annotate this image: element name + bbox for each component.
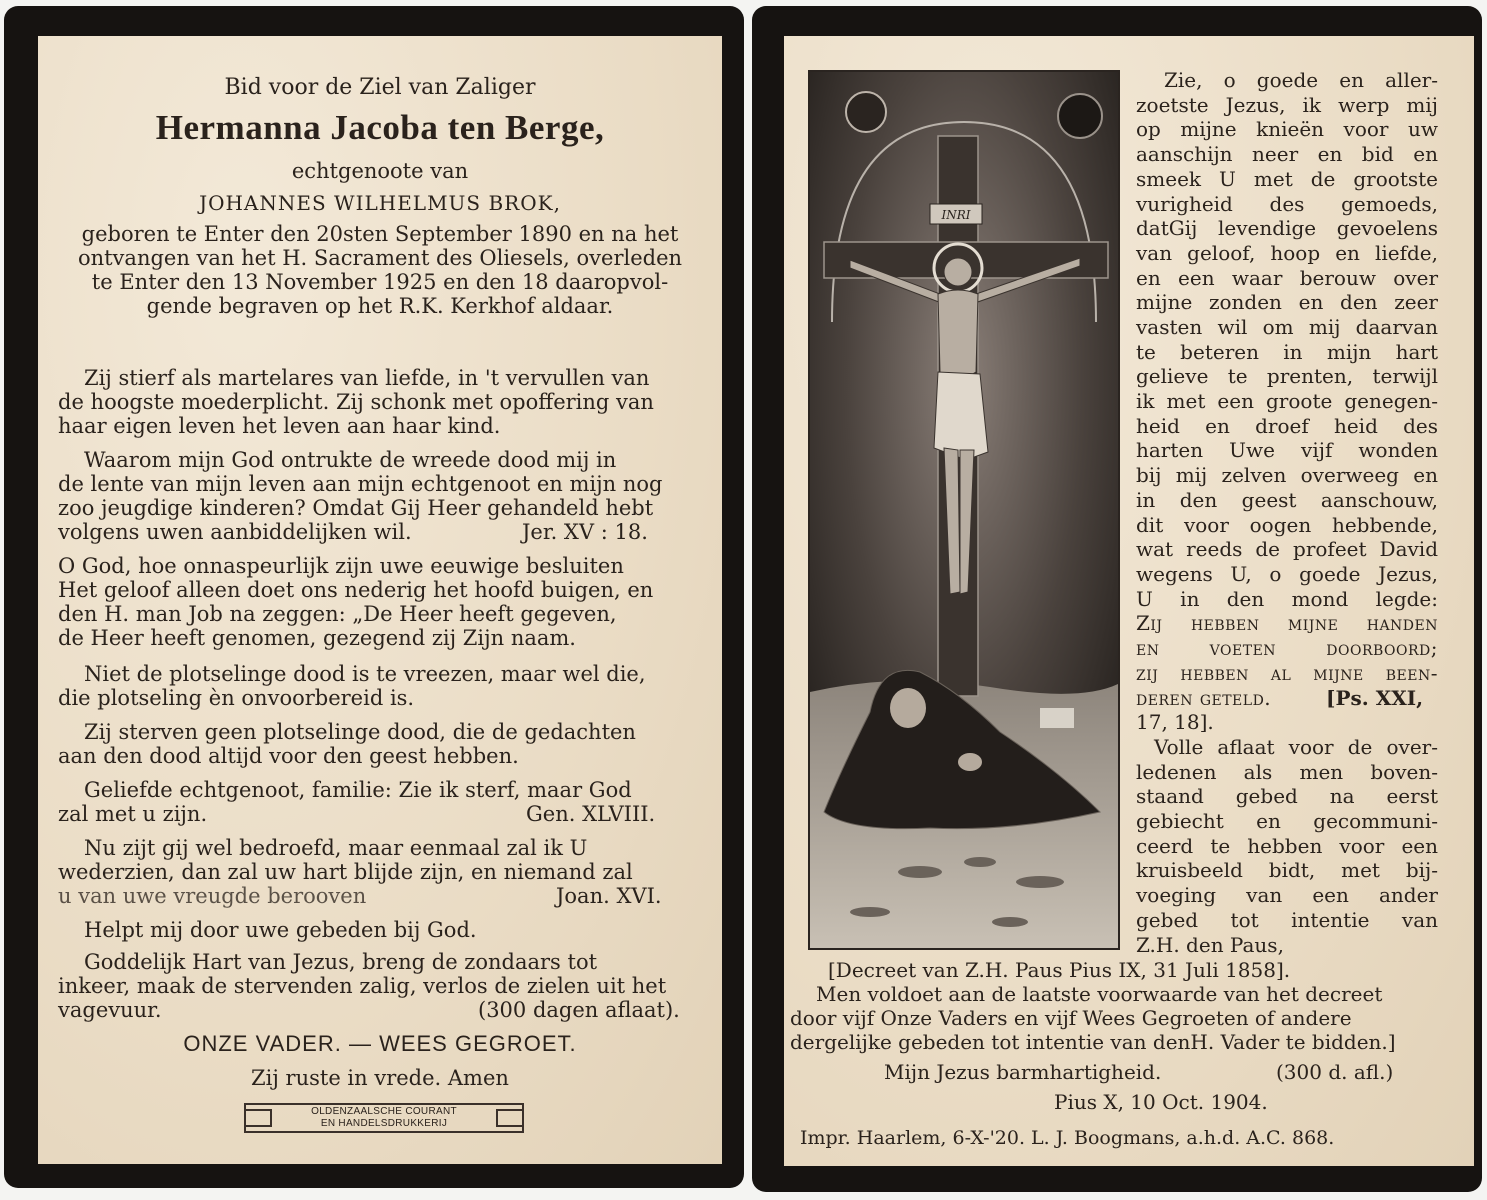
quote-end: deren geteld. — [1136, 686, 1272, 710]
card-left-paper — [38, 36, 722, 1164]
scripture-ref: Jer. XV : 18. — [522, 520, 648, 544]
indulgence-line: staand gebed na eerst — [1136, 784, 1438, 808]
imprint-line: Impr. Haarlem, 6-X-'20. L. J. Boogmans, a.h.d. A.C. 868. — [800, 1127, 1335, 1149]
indulgence-line: gebed tot intentie van — [1136, 908, 1438, 932]
condition-line: Men voldoet aan de laatste voorwaarde van het decreet — [816, 982, 1383, 1006]
logo-frame-right — [496, 1109, 524, 1127]
pius-line: Pius X, 10 Oct. 1904. — [1054, 1090, 1268, 1114]
crucifix-picture — [808, 70, 1120, 950]
moon-icon — [1058, 94, 1102, 138]
para-line: volgens uwen aanbiddelijken wil. — [58, 520, 412, 544]
prayer-line: zij hebben al mijne been- — [1136, 661, 1438, 685]
bio-line: ontvangen van het H. Sacrament des Oliesels, overleden — [77, 246, 683, 270]
indulgence-ref: (300 dagen aflaat). — [478, 998, 680, 1022]
indulgence-line: gebiecht en gecommuni- — [1136, 809, 1438, 833]
prayer-line: heid en droef heid des — [1136, 414, 1438, 438]
scripture-ref: Joan. XVI. — [556, 884, 662, 908]
prayer-line: vurigheid des gemoeds, — [1136, 192, 1438, 216]
para-line: u van uwe vreugde berooven — [58, 884, 367, 908]
card-right-paper — [784, 36, 1474, 1166]
para-line: wederzien, dan zal uw hart blijde zijn, en niemand zal — [58, 860, 633, 884]
sun-icon — [846, 92, 886, 132]
indulgence-line: ceerd te hebben voor een — [1136, 834, 1438, 858]
prayer-line: Zij hebben mijne handen — [1136, 611, 1438, 635]
prayer-line: en voeten doorboord; — [1136, 636, 1438, 660]
prayer-line: en een waar berouw over — [1136, 266, 1438, 290]
prayer-line: smeek U met de grootste — [1136, 167, 1438, 191]
prayer-line: mijne zonden en den zeer — [1136, 290, 1438, 314]
para-line: zoo jeugdige kinderen? Omdat Gij Heer gehandeld hebt — [58, 496, 654, 520]
prayer-line: ik met een groote genegen- — [1136, 389, 1438, 413]
memorial-card-right — [752, 6, 1482, 1192]
para-line: vagevuur. — [58, 998, 162, 1022]
para-line: den H. man Job na zeggen: „De Heer heeft gegeven, — [58, 602, 617, 626]
para-line: O God, hoe onnaspeurlijk zijn uwe eeuwige besluiten — [58, 554, 624, 578]
prayers-line: ONZE VADER. — WEES GEGROET. — [183, 1031, 577, 1056]
para-line: Geliefde echtgenoot, familie: Zie ik sterf, maar God — [84, 778, 632, 802]
para-line: aan den dood altijd voor den geest hebben. — [58, 744, 519, 768]
scripture-ref: Gen. XLVIII. — [526, 802, 656, 826]
para-line: Het geloof alleen doet ons nederig het hoofd buigen, en — [58, 578, 654, 602]
prayer-line: bij mij zelven overweeg en — [1136, 463, 1438, 487]
intro-line: Bid voor de Ziel van Zaliger — [224, 75, 536, 100]
bio-line: gende begraven op het R.K. Kerkhof aldaar. — [146, 294, 614, 318]
para-line: Waarom mijn God ontrukte de wreede dood mij in — [84, 448, 617, 472]
bio-line: geboren te Enter den 20sten September 1890 en na het — [81, 222, 679, 246]
prayer-line: in den geest aanschouw, — [1136, 488, 1438, 512]
prayer-line: wegens U, o goede Jezus, — [1136, 562, 1438, 586]
para-line: de hoogste moederplicht. Zij schonk met opoffering van — [58, 390, 654, 414]
crucifixion-scene-image — [810, 72, 1118, 948]
prayer-line: vasten wil om mij daarvan — [1136, 315, 1438, 339]
inri-title: INRI — [941, 208, 971, 222]
ejaculation-line: Mijn Jezus barmhartigheid. — [884, 1060, 1162, 1084]
indulgence-line: Z.H. den Paus, — [1136, 933, 1284, 957]
para-line: haar eigen leven het leven aan haar kind. — [58, 414, 501, 438]
condition-line: door vijf Onze Vaders en vijf Wees Gegroeten of andere — [790, 1006, 1352, 1030]
prayer-line: te beteren in mijn hart — [1136, 340, 1438, 364]
printer-line1: OLDENZAALSCHE COURANT — [311, 1106, 457, 1117]
para-line: Niet de plotselinge dood is te vreezen, maar wel die, — [84, 662, 646, 686]
para-line: zal met u zijn. — [58, 802, 208, 826]
para-line: Helpt mij door uwe gebeden bij God. — [84, 918, 477, 942]
para-line: de lente van mijn leven aan mijn echtgenoot en mijn nog — [58, 472, 663, 496]
closing-line: Zij ruste in vrede. Amen — [251, 1066, 509, 1090]
para-line: Goddelijk Hart van Jezus, breng de zondaars tot — [84, 950, 598, 974]
prayer-line: U in den mond legde: — [1136, 587, 1438, 611]
spouse-name: JOHANNES WILHELMUS BROK, — [199, 191, 561, 215]
prayer-line: aanschijn neer en bid en — [1136, 142, 1438, 166]
prayer-line: gelieve te prenten, terwijl — [1136, 364, 1438, 388]
para-line: Zij stierf als martelares van liefde, in 't vervullen van — [84, 366, 650, 390]
para-line: de Heer heeft genomen, gezegend zij Zijn naam. — [58, 626, 576, 650]
para-line: Nu zijt gij wel bedroefd, maar eenmaal zal ik U — [84, 836, 588, 860]
memorial-card-left — [4, 6, 744, 1188]
printer-text — [311, 1106, 457, 1130]
decree-line: [Decreet van Z.H. Paus Pius IX, 31 Juli 1858]. — [828, 958, 1291, 982]
prayer-line: datGij levendige gevoelens — [1136, 216, 1438, 240]
indulgence-line: kruisbeeld bidt, met bij- — [1136, 858, 1438, 882]
psalm-ref: [Ps. XXI, — [1326, 686, 1424, 710]
para-line: die plotseling èn onvoorbereid is. — [58, 686, 415, 710]
printer-logo — [244, 1103, 524, 1133]
prayer-line: zoetste Jezus, ik werp mij — [1136, 93, 1438, 117]
prayer-line: op mijne knieën voor uw — [1136, 117, 1438, 141]
prayer-line: harten Uwe vijf wonden — [1136, 438, 1438, 462]
indulgence-line: voeging van een ander — [1136, 883, 1438, 907]
para-line: inkeer, maak de stervenden zalig, verlos de zielen uit het — [58, 974, 667, 998]
prayer-line: dit voor oogen hebbende, — [1136, 513, 1438, 537]
logo-frame-left — [244, 1109, 272, 1127]
prayer-line: van geloof, hoop en liefde, — [1136, 241, 1438, 265]
indulgence-line: Volle aflaat voor de over- — [1154, 735, 1438, 759]
prayer-line: Zie, o goede en aller- — [1164, 68, 1438, 92]
indulgence-line: ledenen als men boven- — [1136, 760, 1438, 784]
spouse-intro: echtgenoote van — [291, 159, 469, 183]
printer-line2: EN HANDELSDRUKKERIJ — [320, 1118, 448, 1129]
condition-line: dergelijke gebeden tot intentie van denH. Vader te bidden.] — [790, 1030, 1396, 1054]
prayer-line: wat reeds de profeet David — [1136, 537, 1438, 561]
bio-line: te Enter den 13 November 1925 en den 18 daaropvol- — [91, 270, 669, 294]
ejaculation-ref: (300 d. afl.) — [1276, 1060, 1394, 1084]
psalm-ref-cont: 17, 18]. — [1136, 710, 1214, 734]
deceased-name: Hermanna Jacoba ten Berge, — [155, 108, 605, 147]
para-line: Zij sterven geen plotselinge dood, die de gedachten — [84, 720, 636, 744]
